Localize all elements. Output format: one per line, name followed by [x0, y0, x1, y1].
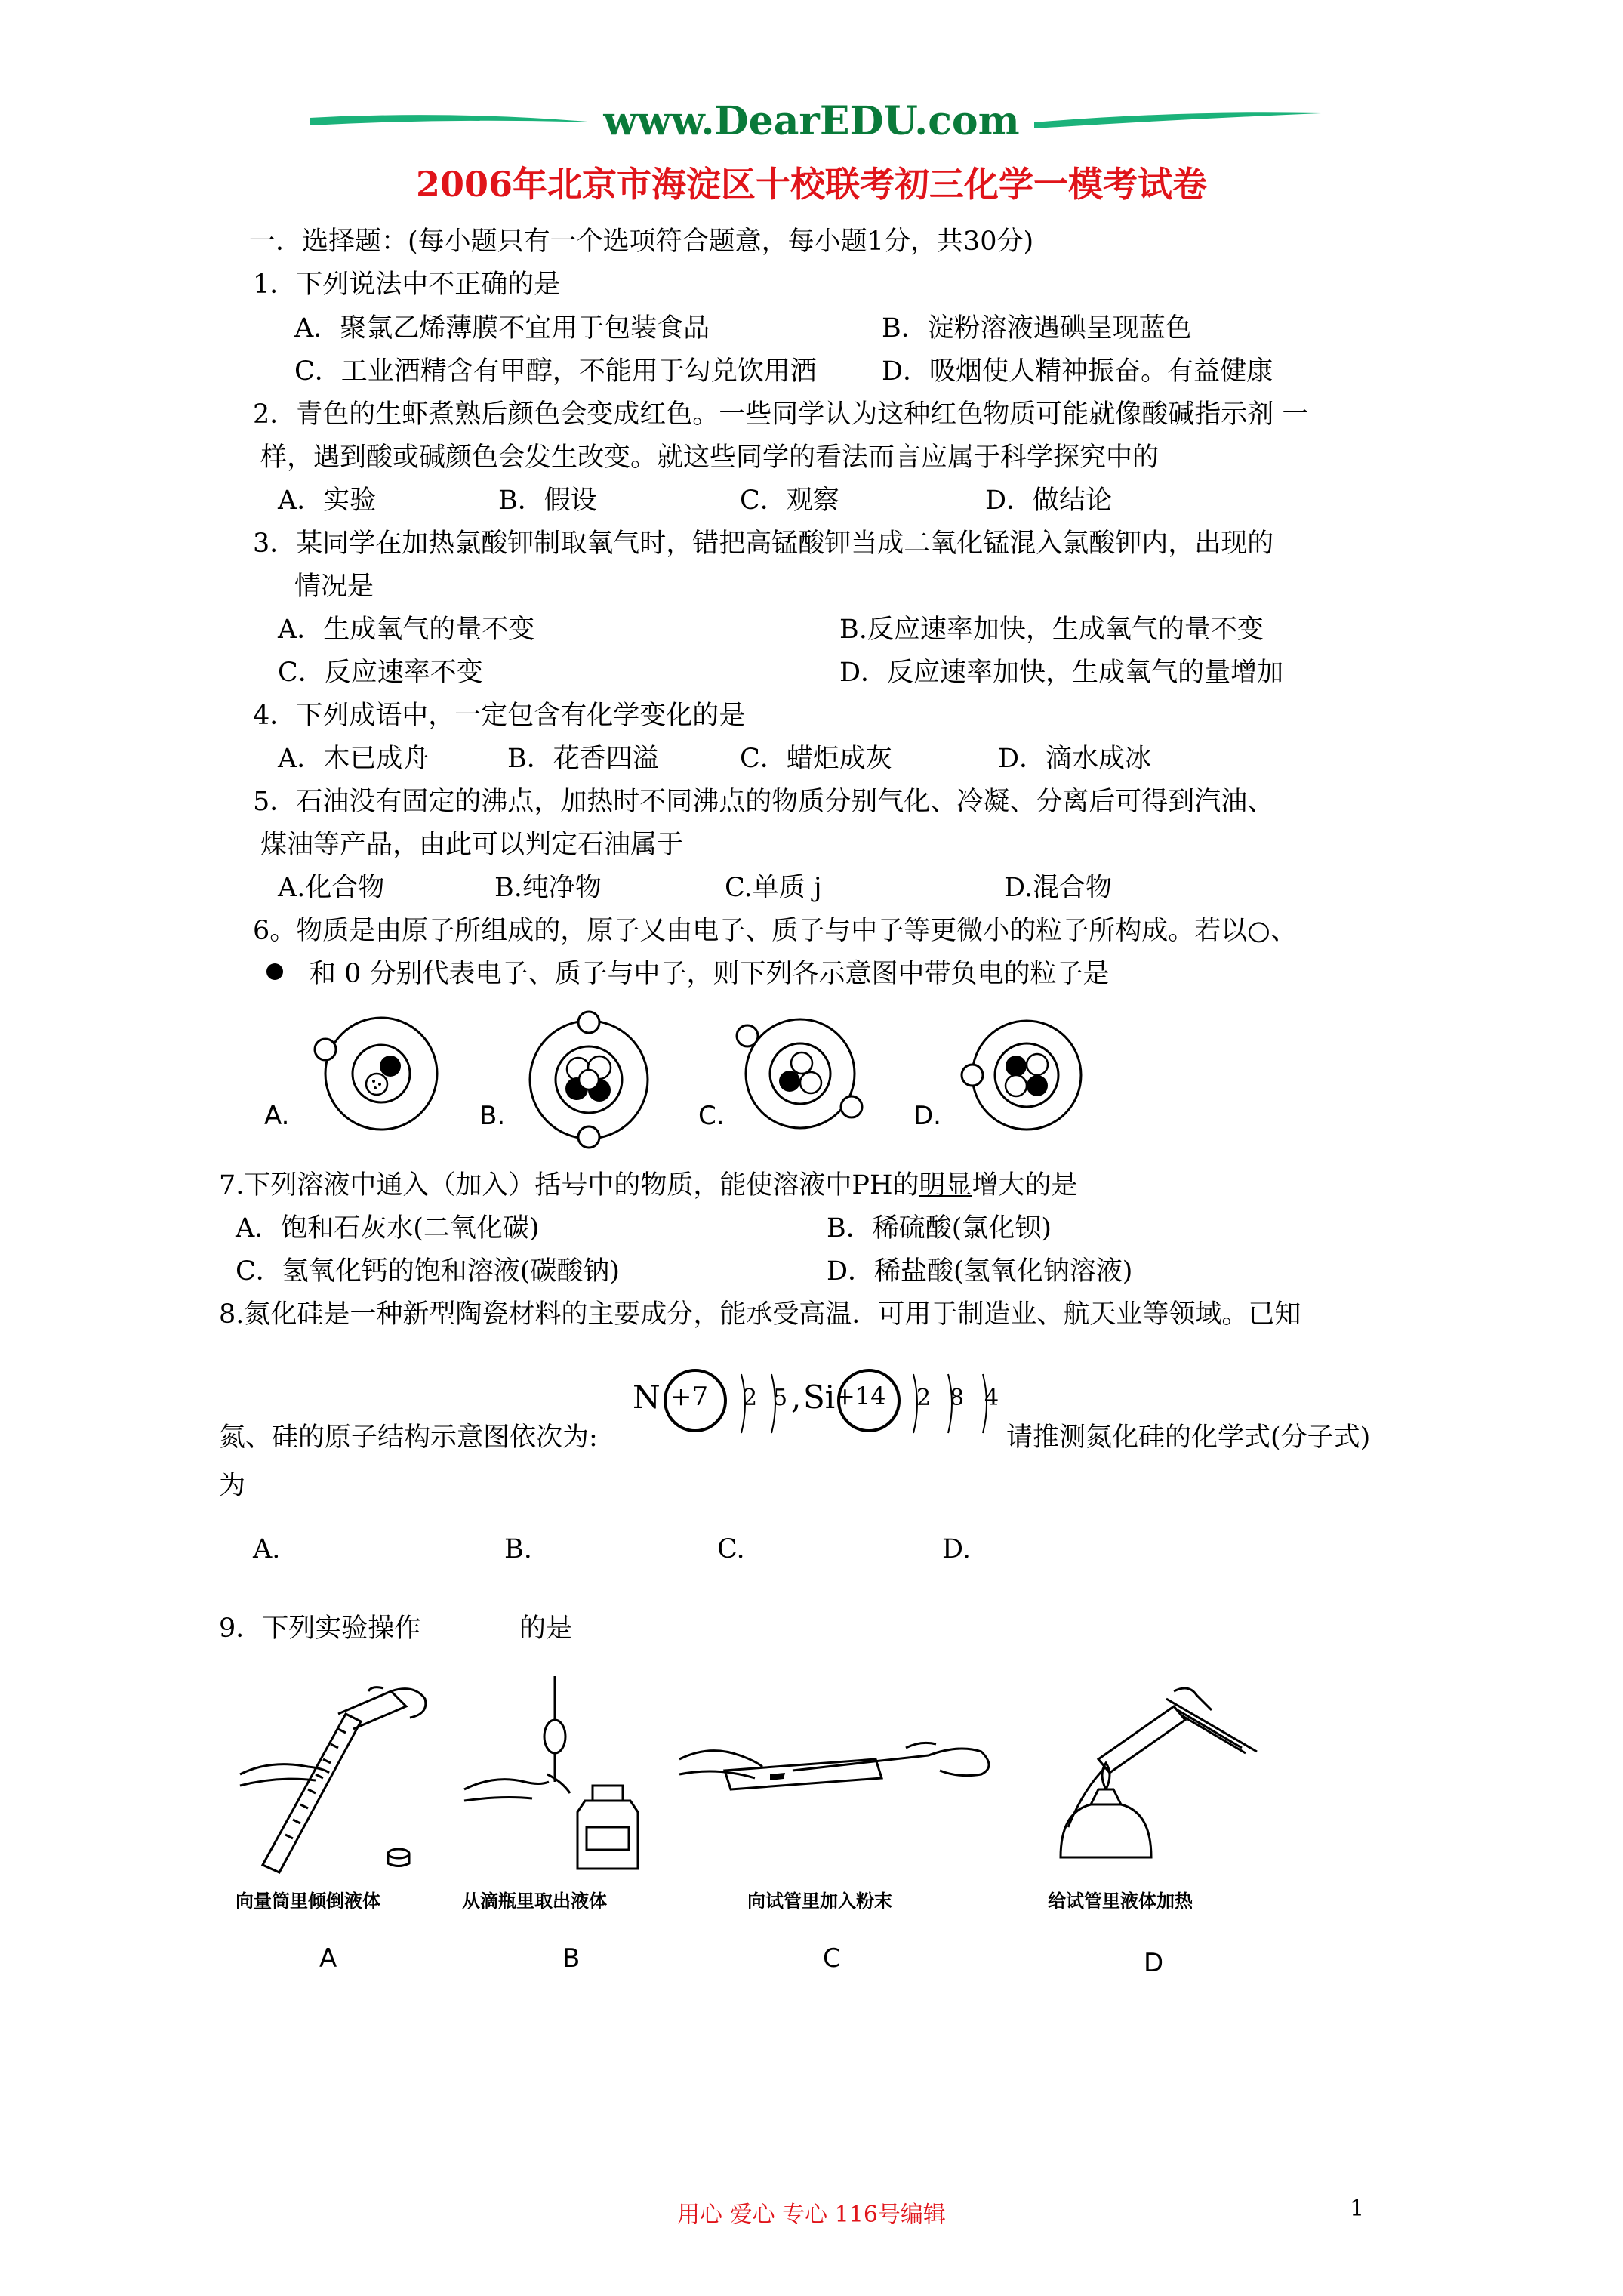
q7-stem-underlined: 明显	[919, 1170, 972, 1200]
silicon-shell-1: 2	[916, 1385, 932, 1411]
q7-stem-pre: 7.下列溶液中通入（加入）括号中的物质，能使溶液中PH的	[219, 1170, 919, 1200]
q9-figure-d-heating-test-tube	[1046, 1676, 1264, 1888]
site-logo-text: www.DearEDU.com	[603, 98, 1020, 144]
q5-option-d: D.混合物	[1004, 873, 1112, 903]
q4-stem: 4．下列成语中，一定包含有化学变化的是	[253, 701, 746, 731]
q9-stem-pre: 9．下列实验操作	[219, 1613, 421, 1644]
nitrogen-nucleus-charge: +7	[670, 1382, 709, 1412]
nitrogen-shell-1: 2	[743, 1385, 758, 1411]
proton-symbol-icon	[266, 963, 284, 981]
q9-letter-b: B	[562, 1943, 581, 1974]
page-title: 2006年北京市海淀区十校联考初三化学一模考试卷	[415, 164, 1208, 205]
q7-option-a: A．饱和石灰水(二氧化碳)	[236, 1213, 540, 1244]
q9-figure-b-dropper-bottle	[464, 1669, 645, 1872]
nitrogen-symbol: N	[633, 1379, 661, 1416]
q4-option-c: C．蜡炬成灰	[740, 744, 892, 774]
q2-option-c: C．观察	[740, 485, 839, 516]
q7-option-b: B．稀硫酸(氯化钡)	[827, 1213, 1052, 1244]
q9-caption-a: 向量筒里倾倒液体	[236, 1891, 380, 1912]
q1-option-c: C．工业酒精含有甲醇，不能用于勾兑饮用酒	[294, 356, 817, 387]
q8-line1: 8.氮化硅是一种新型陶瓷材料的主要成分，能承受高温．可用于制造业、航天业等领域。已知	[219, 1299, 1301, 1330]
q3-line2: 情况是	[294, 572, 374, 602]
q7-option-d: D．稀盐酸(氢氧化钠溶液)	[827, 1256, 1133, 1287]
q3-option-a: A．生成氧气的量不变	[278, 615, 535, 645]
silicon-shell-2: 8	[950, 1385, 965, 1411]
q2-option-a: A．实验	[278, 485, 377, 516]
q8-line3: 为	[219, 1471, 246, 1501]
q4-option-a: A．木已成舟	[278, 744, 430, 774]
q6-diagram-c	[725, 1012, 876, 1140]
q5-option-c: C.单质 j	[725, 873, 822, 903]
q9-caption-c: 向试管里加入粉末	[747, 1891, 892, 1912]
q6-diagram-d	[944, 1012, 1110, 1140]
silicon-symbol: Si	[803, 1379, 836, 1416]
q7-option-c: C．氢氧化钙的饱和溶液(碳酸钠)	[236, 1256, 621, 1287]
q8-line2-pre: 氮、硅的原子结构示意图依次为:	[219, 1422, 598, 1453]
q9-letter-d: D	[1144, 1948, 1164, 1978]
q2-option-d: D．做结论	[985, 485, 1113, 516]
q8-option-d: D.	[942, 1534, 971, 1564]
q9-figure-a-graduated-cylinder	[240, 1684, 436, 1872]
q8-line2-post: 请推测氮化硅的化学式(分子式)	[1006, 1422, 1371, 1453]
section-heading: 一．选择题：(每小题只有一个选项符合题意，每小题1分，共30分)	[249, 227, 1034, 257]
q8-option-b: B.	[504, 1534, 532, 1564]
q9-figure-c-test-tube-powder	[679, 1737, 996, 1827]
q1-stem: 1．下列说法中不正确的是	[253, 270, 561, 300]
q3-option-c: C．反应速率不变	[278, 658, 483, 688]
q5-option-b: B.纯净物	[494, 873, 602, 903]
q6-label-d: D.	[913, 1101, 941, 1131]
q2-option-b: B．假设	[498, 485, 597, 516]
silicon-shell-3: 4	[984, 1385, 999, 1411]
q9-caption-b: 从滴瓶里取出液体	[462, 1891, 607, 1912]
q9-caption-d: 给试管里液体加热	[1048, 1891, 1193, 1912]
q3-line1: 3．某同学在加热氯酸钾制取氧气时，错把高锰酸钾当成二氧化锰混入氯酸钾内，出现的	[253, 529, 1274, 559]
q6-label-c: C.	[698, 1101, 725, 1131]
q3-option-b: B.反应速率加快，生成氧气的量不变	[839, 615, 1264, 645]
q6-diagram-b	[513, 1012, 664, 1148]
q8-option-a: A.	[253, 1534, 281, 1564]
q4-option-b: B．花香四溢	[507, 744, 659, 774]
q6-diagram-a	[298, 1012, 464, 1140]
diagram-separator: ,	[791, 1379, 802, 1416]
q3-option-d: D．反应速率加快，生成氧气的量增加	[839, 658, 1284, 688]
q1-option-a: A．聚氯乙烯薄膜不宜用于包装食品	[294, 313, 710, 344]
q8-option-c: C.	[717, 1534, 745, 1564]
q6-label-b: B.	[479, 1101, 506, 1131]
q4-option-d: D．滴水成冰	[998, 744, 1152, 774]
q5-line1: 5．石油没有固定的沸点，加热时不同沸点的物质分别气化、冷凝、分离后可得到汽油、	[253, 787, 1274, 817]
q7-stem	[219, 1169, 1078, 1202]
q5-line2: 煤油等产品，由此可以判定石油属于	[260, 830, 684, 860]
q6-line2: 和 0 分别代表电子、质子与中子，则下列各示意图中带负电的粒子是	[310, 959, 1110, 989]
q8-atomic-structure-diagram	[633, 1359, 1025, 1442]
q2-line2: 样，遇到酸或碱颜色会发生改变。就这些同学的看法而言应属于科学探究中的	[260, 442, 1160, 473]
page-number: 1	[1350, 2196, 1365, 2222]
q9-stem-post: 的是	[519, 1613, 573, 1644]
page-footer: 用心 爱心 专心 116号编辑	[677, 2202, 946, 2228]
silicon-nucleus-charge: +14	[835, 1382, 886, 1410]
q1-option-d: D．吸烟使人精神振奋。有益健康	[882, 356, 1273, 387]
q1-option-b: B．淀粉溶液遇碘呈现蓝色	[882, 313, 1192, 344]
q6-line1: 6。物质是由原子所组成的，原子又由电子、质子与中子等更微小的粒子所构成。若以○、	[253, 916, 1297, 946]
q7-stem-post: 增大的是	[972, 1170, 1078, 1200]
q9-letter-c: C	[823, 1943, 841, 1974]
q5-option-a: A.化合物	[278, 873, 385, 903]
nitrogen-shell-2: 5	[773, 1385, 788, 1411]
q2-line1: 2．青色的生虾煮熟后颜色会变成红色。一些同学认为这种红色物质可能就像酸碱指示剂 一	[253, 399, 1309, 430]
q9-letter-a: A	[319, 1943, 337, 1974]
q6-label-a: A.	[264, 1101, 290, 1131]
